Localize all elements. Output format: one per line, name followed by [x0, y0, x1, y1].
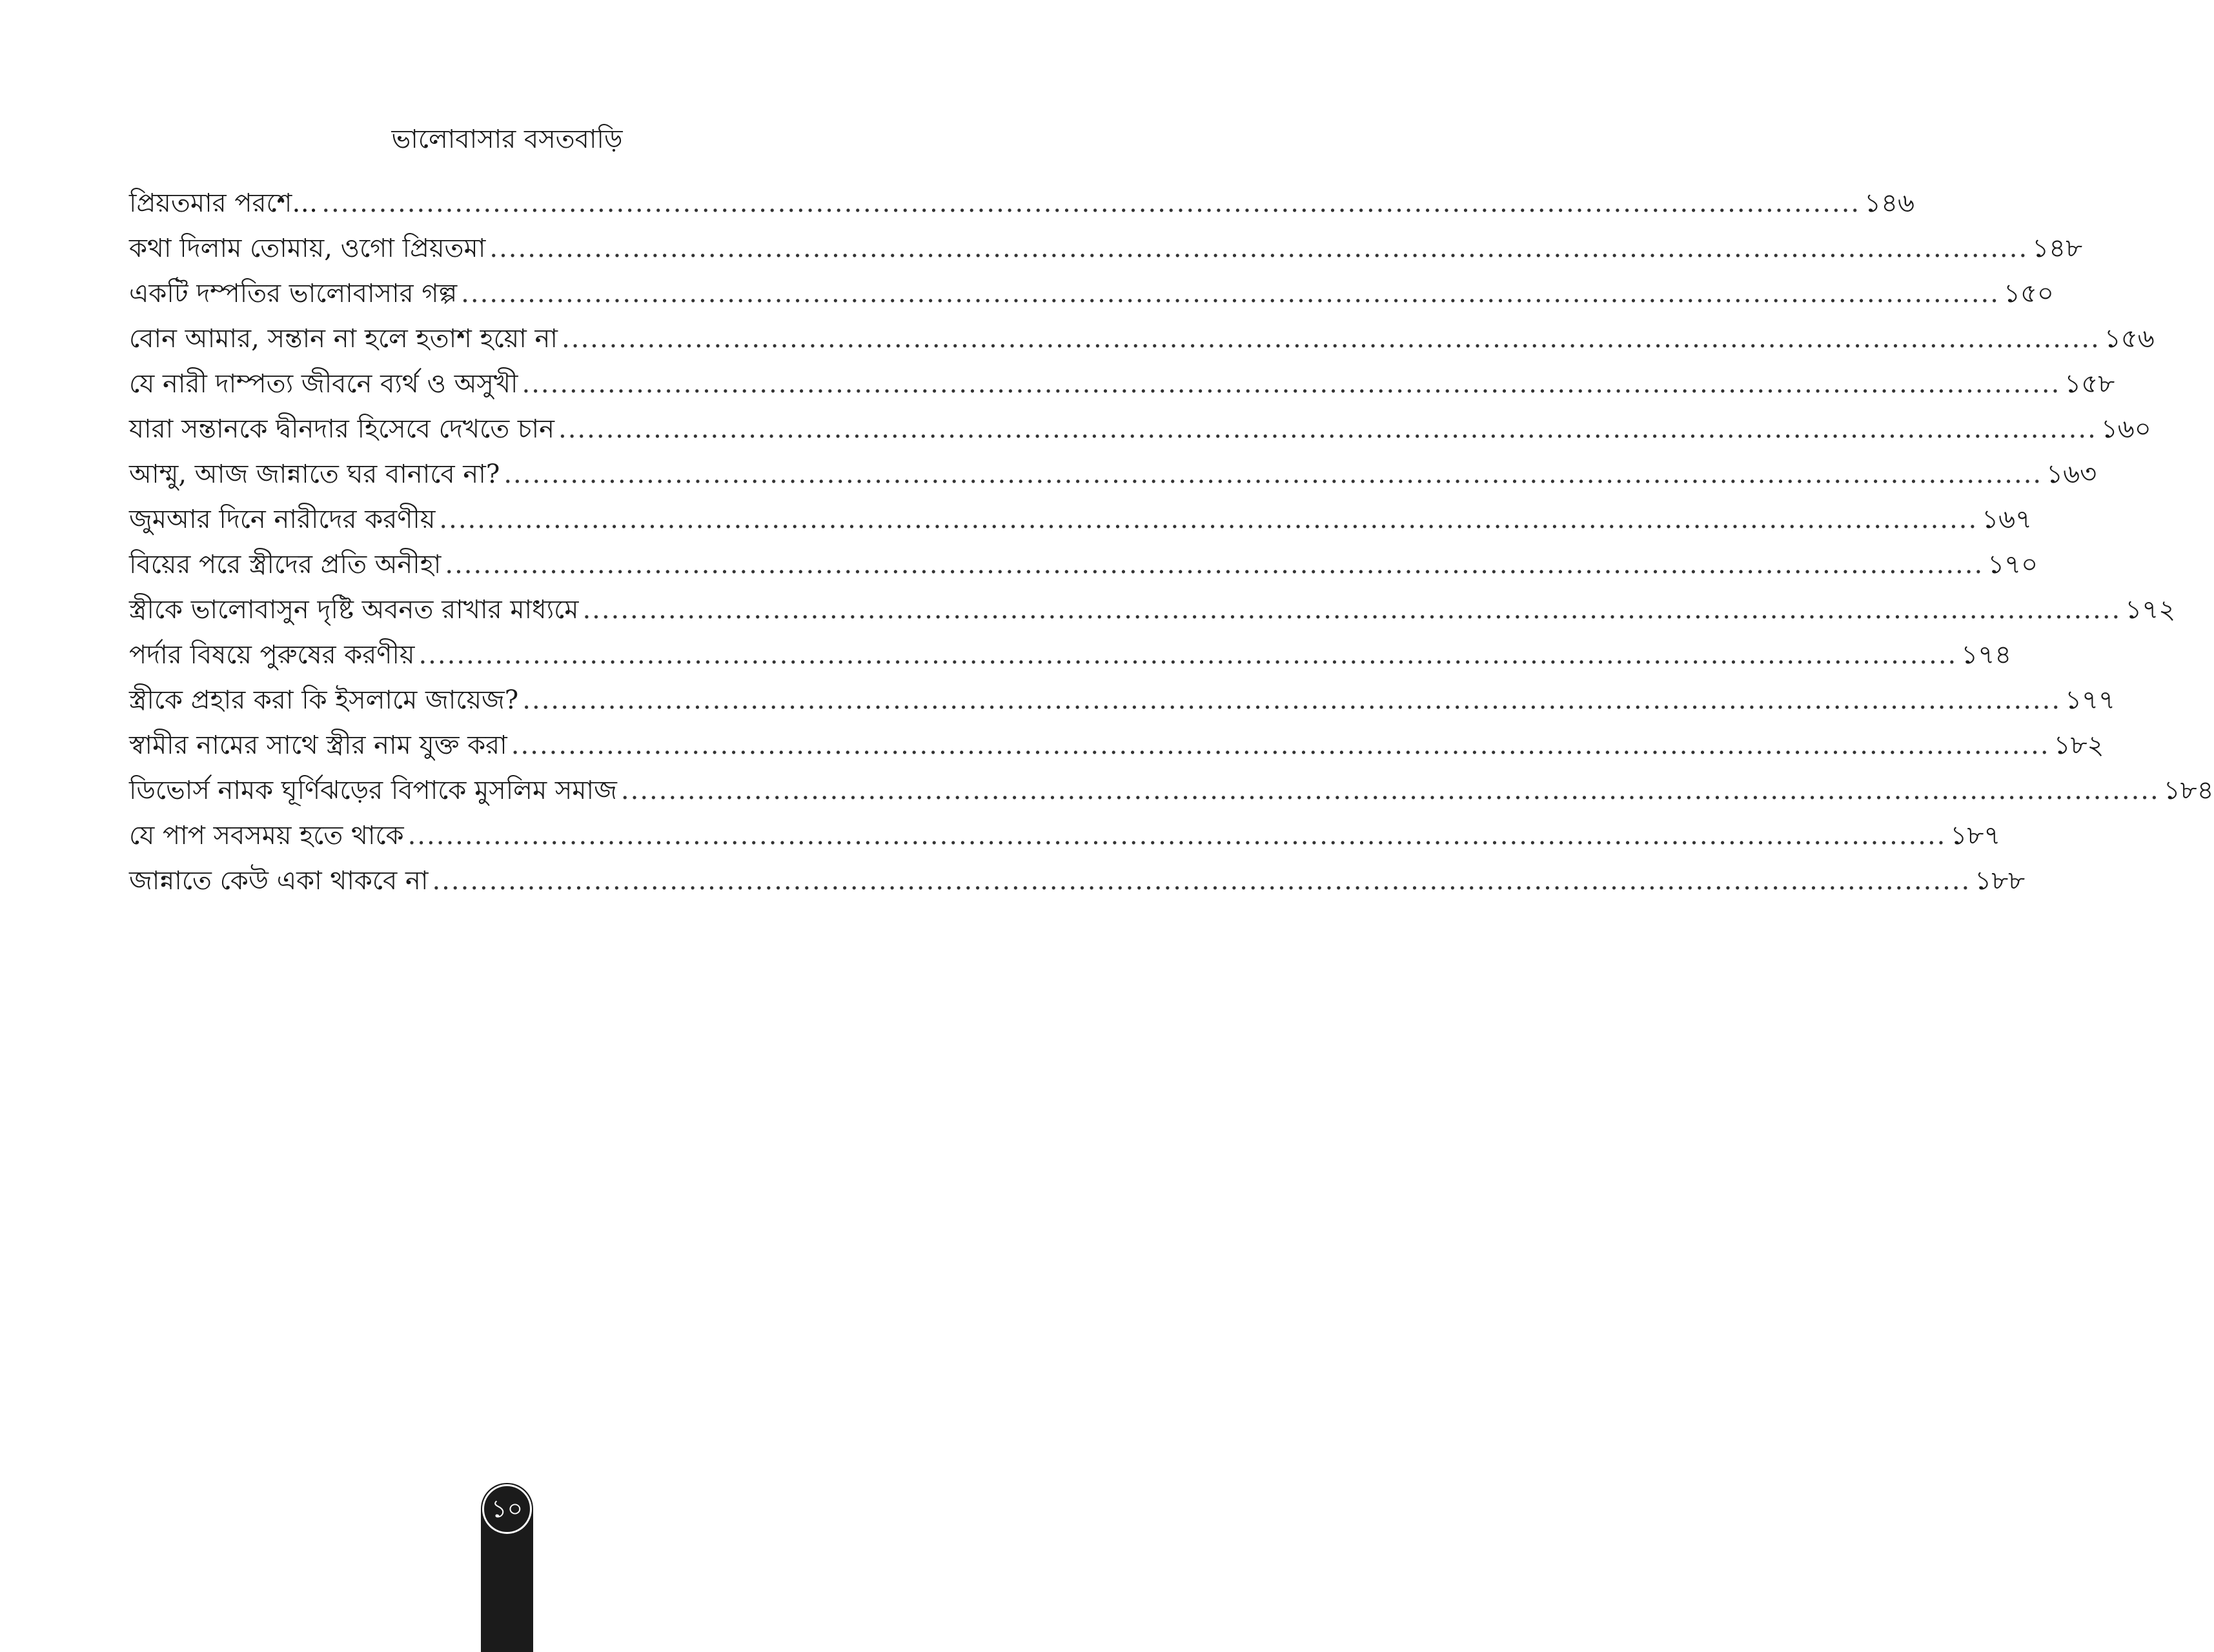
toc-entry-page: ১৬৩: [2046, 459, 2097, 489]
table-of-contents: [129, 181, 2214, 903]
toc-entry[interactable]: [129, 361, 2115, 407]
toc-entry-title: জান্নাতে কেউ একা থাকবে না: [129, 866, 429, 896]
toc-entry-title: ডিভোর্স নামক ঘূর্ণিঝড়ের বিপাকে মুসলিম সমাজ: [129, 776, 617, 805]
toc-entry-title: আম্মু, আজ জান্নাতে ঘর বানাবে না?: [129, 459, 500, 489]
toc-leader-dots: ..................................................................................................................................................................: [407, 821, 1947, 851]
toc-entry-page: ১৫৮: [2064, 369, 2115, 399]
toc-leader-dots: ..................................................................................................................................................................: [461, 279, 2000, 308]
toc-entry-title: যারা সন্তানকে দ্বীনদার হিসেবে দেখতে চান: [129, 414, 554, 444]
toc-entry-title: কথা দিলাম তোমায়, ওগো প্রিয়তমা: [129, 234, 486, 263]
toc-leader-dots: ..................................................................................................................................................................: [489, 234, 2029, 263]
toc-leader-dots: ..................................................................................................................................................................: [558, 414, 2097, 444]
toc-entry-page: ১৭৪: [1961, 640, 2012, 670]
toc-entry-page: ১৮৮: [1975, 866, 2026, 896]
toc-entry[interactable]: [129, 858, 2026, 903]
toc-leader-dots: ..................................................................................................................................................................: [321, 188, 1861, 218]
toc-entry-title: স্বামীর নামের সাথে স্ত্রীর নাম যুক্ত করা: [129, 730, 507, 760]
toc-entry[interactable]: [129, 678, 2116, 723]
toc-entry[interactable]: [129, 542, 2038, 587]
toc-entry[interactable]: [129, 723, 2104, 768]
toc-leader-dots: ..................................................................................................................................................................: [503, 459, 2043, 489]
toc-entry-page: ১৮৪: [2163, 776, 2214, 805]
toc-entry[interactable]: [129, 768, 2214, 813]
toc-entry-page: ১৬০: [2100, 414, 2151, 444]
toc-leader-dots: ..................................................................................................................................................................: [522, 685, 2062, 715]
toc-entry-title: স্ত্রীকে ভালোবাসুন দৃষ্টি অবনত রাখার মাধ্যমে: [129, 595, 579, 625]
toc-entry[interactable]: [129, 226, 2083, 271]
page-number: ১০: [482, 1484, 532, 1534]
toc-entry-page: ১৬৭: [1982, 505, 2033, 534]
toc-entry-page: ১৮৭: [1950, 821, 2001, 851]
toc-entry-title: প্রিয়তমার পরশে…: [129, 188, 318, 218]
toc-entry-page: ১৫৬: [2104, 324, 2155, 354]
toc-entry-page: ১৫০: [2003, 279, 2054, 308]
toc-entry[interactable]: [129, 407, 2151, 452]
toc-entry[interactable]: [129, 632, 2012, 678]
running-header: ভালোবাসার বসতবাড়ি: [391, 125, 623, 154]
toc-entry-page: ১৭২: [2125, 595, 2176, 625]
toc-leader-dots: ..................................................................................................................................................................: [522, 369, 2061, 399]
toc-entry-title: যে নারী দাম্পত্য জীবনে ব্যর্থ ও অসুখী: [129, 369, 518, 399]
toc-leader-dots: ..................................................................................................................................................................: [445, 550, 1984, 579]
toc-leader-dots: ..................................................................................................................................................................: [562, 324, 2100, 354]
toc-entry-title: বোন আমার, সন্তান না হলে হতাশ হয়ো না: [129, 324, 558, 354]
toc-entry-title: পর্দার বিষয়ে পুরুষের করণীয়: [129, 640, 415, 670]
toc-entry[interactable]: [129, 587, 2176, 632]
toc-entry-page: ১৪৬: [1864, 188, 1915, 218]
toc-leader-dots: ..................................................................................................................................................................: [620, 776, 2160, 805]
toc-entry[interactable]: [129, 452, 2097, 497]
toc-entry[interactable]: [129, 497, 2033, 542]
toc-entry[interactable]: [129, 813, 2001, 858]
toc-entry-title: বিয়ের পরে স্ত্রীদের প্রতি অনীহা: [129, 550, 442, 579]
toc-leader-dots: ..................................................................................................................................................................: [582, 595, 2122, 625]
toc-entry-page: ১৭০: [1987, 550, 2038, 579]
toc-leader-dots: ..................................................................................................................................................................: [432, 866, 1971, 896]
toc-entry-title: জুমআর দিনে নারীদের করণীয়: [129, 505, 436, 534]
toc-entry-page: ১৮২: [2053, 730, 2104, 760]
toc-leader-dots: ..................................................................................................................................................................: [418, 640, 1958, 670]
toc-entry-page: ১৪৮: [2032, 234, 2083, 263]
toc-entry-title: যে পাপ সবসময় হতে থাকে: [129, 821, 404, 851]
toc-entry-title: স্ত্রীকে প্রহার করা কি ইসলামে জায়েজ?: [129, 685, 519, 715]
toc-entry-title: একটি দম্পতির ভালোবাসার গল্প: [129, 279, 458, 308]
toc-leader-dots: ..................................................................................................................................................................: [511, 730, 2050, 760]
toc-leader-dots: ..................................................................................................................................................................: [439, 505, 1978, 534]
toc-entry[interactable]: [129, 316, 2155, 361]
toc-entry[interactable]: [129, 181, 1915, 226]
toc-entry-page: ১৭৭: [2065, 685, 2116, 715]
toc-entry[interactable]: [129, 271, 2054, 316]
